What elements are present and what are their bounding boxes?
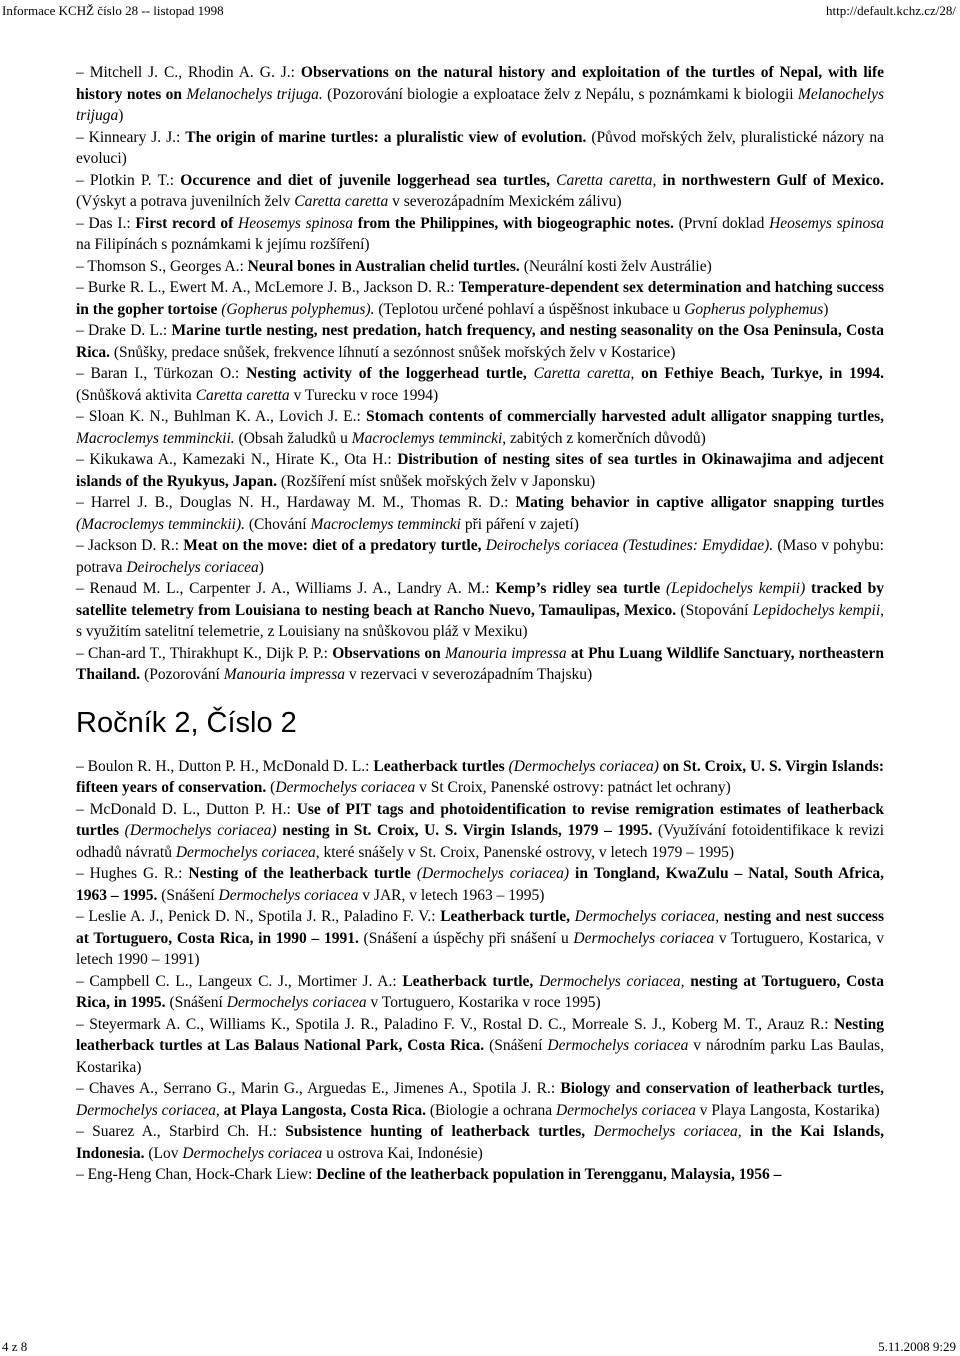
reference-entry (76, 213, 884, 256)
entry-title: in northwestern Gulf of Mexico. (656, 171, 884, 189)
reference-entry (76, 127, 884, 170)
species-name: Dermochelys coriacea (182, 1144, 323, 1162)
entry-text: – Thomson S., Georges A.: (76, 257, 248, 275)
entry-title: on Fethiye Beach, Turkye, in 1994. (634, 365, 884, 382)
entry-text: (Teplotou určené pohlaví a úspěšnost inkubace u (374, 300, 685, 318)
species-name: Dermochelys coriacea, (538, 972, 685, 990)
entry-text: – Campbell C. L., Langeux C. J., Mortimer J. A.: (76, 972, 403, 990)
entry-text: (Snášení a úspěchy při snášení u (358, 929, 574, 947)
reference-entry (76, 971, 884, 1014)
entry-title: Mating behavior in captive alligator snapping turtles (515, 494, 885, 511)
species-name: Macroclemys temmincki (310, 515, 461, 533)
entry-text: v severozápadním Mexickém zálivu) (388, 193, 622, 210)
entry-text: , zabitých z komerčních důvodů) (502, 429, 706, 447)
entry-title: First record of (135, 214, 239, 232)
entry-title: Leatherback turtles (373, 757, 509, 775)
entry-text: (Stopování (676, 601, 753, 619)
species-name: Gopherus polyphemus (684, 300, 824, 318)
entry-text: (Snášení (157, 886, 219, 904)
entry-text: – Leslie A. J., Penick D. N., Spotila J. R., Paladino F. V.: (76, 908, 441, 925)
entry-text: (Lov (144, 1144, 183, 1162)
entry-title: Nesting activity of the loggerhead turtle, (246, 365, 534, 382)
species-name: Dermochelys coriacea (573, 929, 715, 947)
entry-title: Meat on the move: diet of a predatory turtle, (183, 537, 486, 554)
entry-text: – Harrel J. B., Douglas N. H., Hardaway M. M., Thomas R. D.: (76, 494, 516, 511)
entry-text: na Filipínách s poznámkami k jejímu rozšíření) (76, 236, 370, 253)
entry-text: , s využitím satelitní telemetrie, z Louisiany na snůškovou pláž v Mexiku) (76, 601, 884, 640)
entry-title: in Tongland, KwaZulu – Natal, South Africa, 1963 – 1995. (76, 865, 885, 904)
entry-text: (Snášení (484, 1037, 548, 1054)
entry-title: The origin of marine turtles: a pluralistic view of evolution. (185, 128, 587, 146)
entry-text: – McDonald D. L., Dutton P. H.: (76, 800, 297, 818)
reference-entry (76, 535, 884, 578)
entry-text: (Pozorování (140, 666, 224, 683)
species-name: Dermochelys coriacea (547, 1037, 689, 1054)
entry-title: nesting at Tortuguero, Costa Rica, in 1995. (76, 972, 884, 1011)
reference-entry (76, 578, 884, 643)
entry-text: (Snůšky, predace snůšek, frekvence líhnutí a sezónnost snůšek mořských želv v Kostarice) (110, 343, 676, 361)
entry-title: Leatherback turtle, (402, 972, 539, 990)
page-footer (0, 1339, 960, 1354)
reference-entry (76, 449, 884, 492)
entry-title: Kemp’s ridley sea turtle (495, 580, 667, 597)
entry-text: ( (266, 779, 276, 796)
document-title: Informace KCHŽ číslo 28 -- listopad 1998 (2, 3, 224, 18)
entry-text: (Snášení (165, 994, 227, 1011)
species-name: (Lepidochelys kempii) (666, 580, 806, 597)
entry-text: (Chování (245, 515, 311, 533)
entry-title: Neural bones in Australian chelid turtles. (247, 257, 520, 275)
species-name: Lepidochelys kempii (752, 601, 881, 619)
entry-text: při páření v zajetí) (460, 515, 579, 533)
species-name: Dermochelys coriacea (275, 779, 416, 796)
reference-entry (76, 1078, 884, 1121)
species-name: Manouria impressa (444, 644, 567, 662)
species-name: (Gopherus polyphemus). (221, 300, 375, 318)
species-name: Dermochelys coriacea, (574, 908, 720, 925)
entry-text: – Renaud M. L., Carpenter J. A., Williams J. A., Landry A. M.: (76, 580, 496, 597)
entry-text: v Tortuguero, Kostarica, v letech 1990 – 1991) (76, 929, 884, 968)
page-url[interactable]: http://default.kchz.cz/28/ (826, 3, 956, 18)
entry-text: u ostrova Kai, Indonésie) (322, 1144, 483, 1162)
entry-text: ) (118, 107, 124, 124)
reference-list-issue-2 (76, 756, 884, 1186)
species-name: (Macroclemys temminckii). (76, 515, 245, 533)
entry-text: – Chan-ard T., Thirakhupt K., Dijk P. P.: (76, 644, 333, 662)
entry-title: from the Philippines, with biogeographic notes. (352, 214, 674, 232)
species-name: Deirochelys coriacea (Testudines: Emydidae). (485, 537, 774, 554)
reference-entry (76, 1014, 884, 1079)
entry-text: – Jackson D. R.: (76, 537, 184, 554)
entry-title: Observations on (332, 644, 445, 662)
reference-entry (76, 799, 884, 864)
entry-text: (Původ mořských želv, pluralistické názory na evoluci) (76, 128, 884, 167)
entry-text: (Biologie a ochrana (426, 1101, 556, 1119)
entry-text: v Playa Langosta, Kostarika) (695, 1101, 880, 1119)
entry-text: – Eng-Heng Chan, Hock-Chark Liew: (76, 1166, 317, 1183)
entry-text: (Výskyt a potrava juvenilních želv (76, 193, 295, 210)
species-name: Dermochelys coriacea (218, 886, 359, 904)
entry-text: – Sloan K. N., Buhlman K. A., Lovich J. E.: (76, 408, 366, 425)
reference-entry (76, 256, 884, 278)
species-name: Heosemys spinosa (769, 214, 885, 232)
entry-text: – Kikukawa A., Kamezaki N., Hirate K., Ota H.: (76, 451, 398, 468)
species-name: Heosemys spinosa (238, 214, 353, 232)
species-name: Caretta caretta, (533, 365, 635, 382)
entry-text: v Tortuguero, Kostarika v roce 1995) (366, 994, 601, 1011)
page-number: 4 z 8 (2, 1339, 28, 1354)
page-header (0, 3, 960, 18)
entry-title: Stomach contents of commercially harvested adult alligator snapping turtles, (365, 408, 884, 425)
entry-text: – Chaves A., Serrano G., Marin G., Arguedas E., Jimenes A., Spotila J. R.: (76, 1080, 561, 1097)
entry-title: at Playa Langosta, Costa Rica. (219, 1101, 426, 1119)
species-name: Melanochelys trijuga. (186, 85, 328, 103)
reference-entry (76, 277, 884, 320)
entry-title: Use of PIT tags and photoidentification to revise remigration estimates of leatherback turtles (76, 800, 884, 839)
entry-title: Nesting of the leatherback turtle (188, 865, 417, 882)
entry-text: – Boulon R. H., Dutton P. H., McDonald D. L.: (76, 757, 374, 775)
reference-entry (76, 320, 884, 363)
entry-text: v rezervaci v severozápadním Thajsku) (344, 666, 593, 683)
entry-text: (Snůšková aktivita (76, 386, 196, 404)
entry-title: at Phu Luang Wildlife Sanctuary, northeastern Thailand. (76, 644, 884, 683)
entry-text: – Drake D. L.: (76, 322, 172, 339)
entry-text: – Burke R. L., Ewert M. A., McLemore J. B., Jackson D. R.: (76, 279, 459, 296)
entry-text: – Das I.: (76, 214, 136, 232)
reference-entry (76, 62, 884, 127)
entry-text: v JAR, v letech 1963 – 1995) (358, 886, 545, 904)
reference-list-issue-1 (76, 62, 884, 686)
species-name: Dermochelys coriacea, (593, 1123, 742, 1140)
entry-title: Temperature-dependent sex determination and hatching success in the gopher tortoise (76, 279, 884, 318)
entry-title: nesting in St. Croix, U. S. Virgin Islands, 1979 – 1995. (276, 822, 653, 839)
entry-text: v národním parku Las Baulas, Kostarika) (76, 1037, 884, 1076)
species-name: Melanochelys trijuga (76, 85, 884, 124)
issue-heading: Ročník 2, Číslo 2 (76, 706, 297, 739)
reference-entry (76, 756, 884, 799)
entry-text: (Maso v pohybu: potrava (76, 537, 884, 576)
entry-title: Subsistence hunting of leatherback turtles, (285, 1123, 594, 1140)
entry-title: Distribution of nesting sites of sea turtles in Okinawajima and adjecent islands of the Ryukyus, Japan. (76, 451, 884, 490)
species-name: Dermochelys coriacea (175, 843, 316, 861)
entry-title: nesting and nest success at Tortuguero, Costa Rica, in 1990 – 1991. (76, 908, 884, 947)
entry-title: Nesting leatherback turtles at Las Balaus National Park, Costa Rica. (76, 1015, 884, 1054)
entry-title: in the Kai Islands, Indonesia. (76, 1123, 884, 1162)
print-datetime: 5.11.2008 9:29 (878, 1339, 956, 1354)
entry-text: (Rozšíření míst snůšek mořských želv v Japonsku) (277, 472, 596, 490)
entry-text: v St Croix, Panenské ostrovy: patnáct let ochrany) (415, 779, 731, 796)
entry-text: , které snášely v St. Croix, Panenské ostrovy, v letech 1979 – 1995) (315, 843, 735, 861)
reference-entry (76, 170, 884, 213)
species-name: Caretta caretta (195, 386, 290, 404)
species-name: (Dermochelys coriacea) (416, 865, 570, 882)
reference-entry (76, 906, 884, 971)
species-name: Dermochelys coriacea (226, 994, 367, 1011)
reference-entry (76, 1164, 884, 1186)
entry-text: ) (258, 558, 264, 576)
entry-text: (Využívání fotoidentifikace k revizi odhadů návratů (76, 822, 884, 861)
entry-title: Biology and conservation of leatherback turtles, (560, 1080, 884, 1097)
species-name: Dermochelys coriacea, (76, 1101, 220, 1119)
species-name: Macroclemys temmincki (351, 429, 503, 447)
reference-entry (76, 863, 884, 906)
species-name: Manouria impressa (223, 666, 345, 683)
reference-entry (76, 492, 884, 535)
entry-title: Occurence and diet of juvenile loggerhead sea turtles, (180, 171, 557, 189)
entry-text: (Obsah žaludků u (234, 429, 352, 447)
entry-title: on St. Croix, U. S. Virgin Islands: fifteen years of conservation. (76, 757, 885, 796)
reference-entry (76, 643, 884, 686)
entry-title: Leatherback turtle, (440, 908, 575, 925)
entry-text: ) (823, 300, 829, 318)
entry-text: – Plotkin P. T.: (76, 171, 181, 189)
document-body (76, 62, 884, 1186)
entry-text: v Turecku v roce 1994) (289, 386, 439, 404)
species-name: (Dermochelys coriacea) (508, 757, 659, 775)
species-name: Dermochelys coriacea (555, 1101, 696, 1119)
reference-entry (76, 1121, 884, 1164)
species-name: Caretta caretta (294, 193, 389, 210)
entry-title: tracked by satellite telemetry from Louisiana to nesting beach at Rancho Nuevo, Tamaulipas, Mexico. (76, 580, 885, 619)
entry-text: – Suarez A., Starbird Ch. H.: (76, 1123, 286, 1140)
species-name: Caretta caretta, (556, 171, 657, 189)
entry-title: Decline of the leatherback population in Terengganu, Malaysia, 1956 – (316, 1166, 782, 1183)
entry-text: (První doklad (673, 214, 770, 232)
reference-entry (76, 363, 884, 406)
entry-text: (Neurální kosti želv Austrálie) (519, 257, 712, 275)
entry-text: – Kinneary J. J.: (76, 128, 186, 146)
species-name: Deirochelys coriacea (126, 558, 259, 576)
entry-text: (Pozorování biologie a exploatace želv z Nepálu, s poznámkami k biologii (327, 85, 798, 103)
reference-entry (76, 406, 884, 449)
entry-title: Marine turtle nesting, nest predation, hatch frequency, and nesting seasonality on the Osa Peninsula, Costa Rica. (76, 322, 884, 361)
species-name: (Dermochelys coriacea) (124, 822, 277, 839)
entry-text: – Steyermark A. C., Williams K., Spotila J. R., Paladino F. V., Rostal D. C., Morreale S. J., Koberg M. T., Arauz R.: (76, 1015, 835, 1033)
entry-title: Observations on the natural history and exploitation of the turtles of Nepal, with life history notes on (76, 64, 884, 103)
entry-text: – Baran I., Türkozan O.: (76, 365, 247, 382)
species-name: Macroclemys temminckii. (76, 429, 235, 447)
entry-text: – Mitchell J. C., Rhodin A. G. J.: (76, 64, 301, 81)
entry-text: – Hughes G. R.: (76, 865, 189, 882)
